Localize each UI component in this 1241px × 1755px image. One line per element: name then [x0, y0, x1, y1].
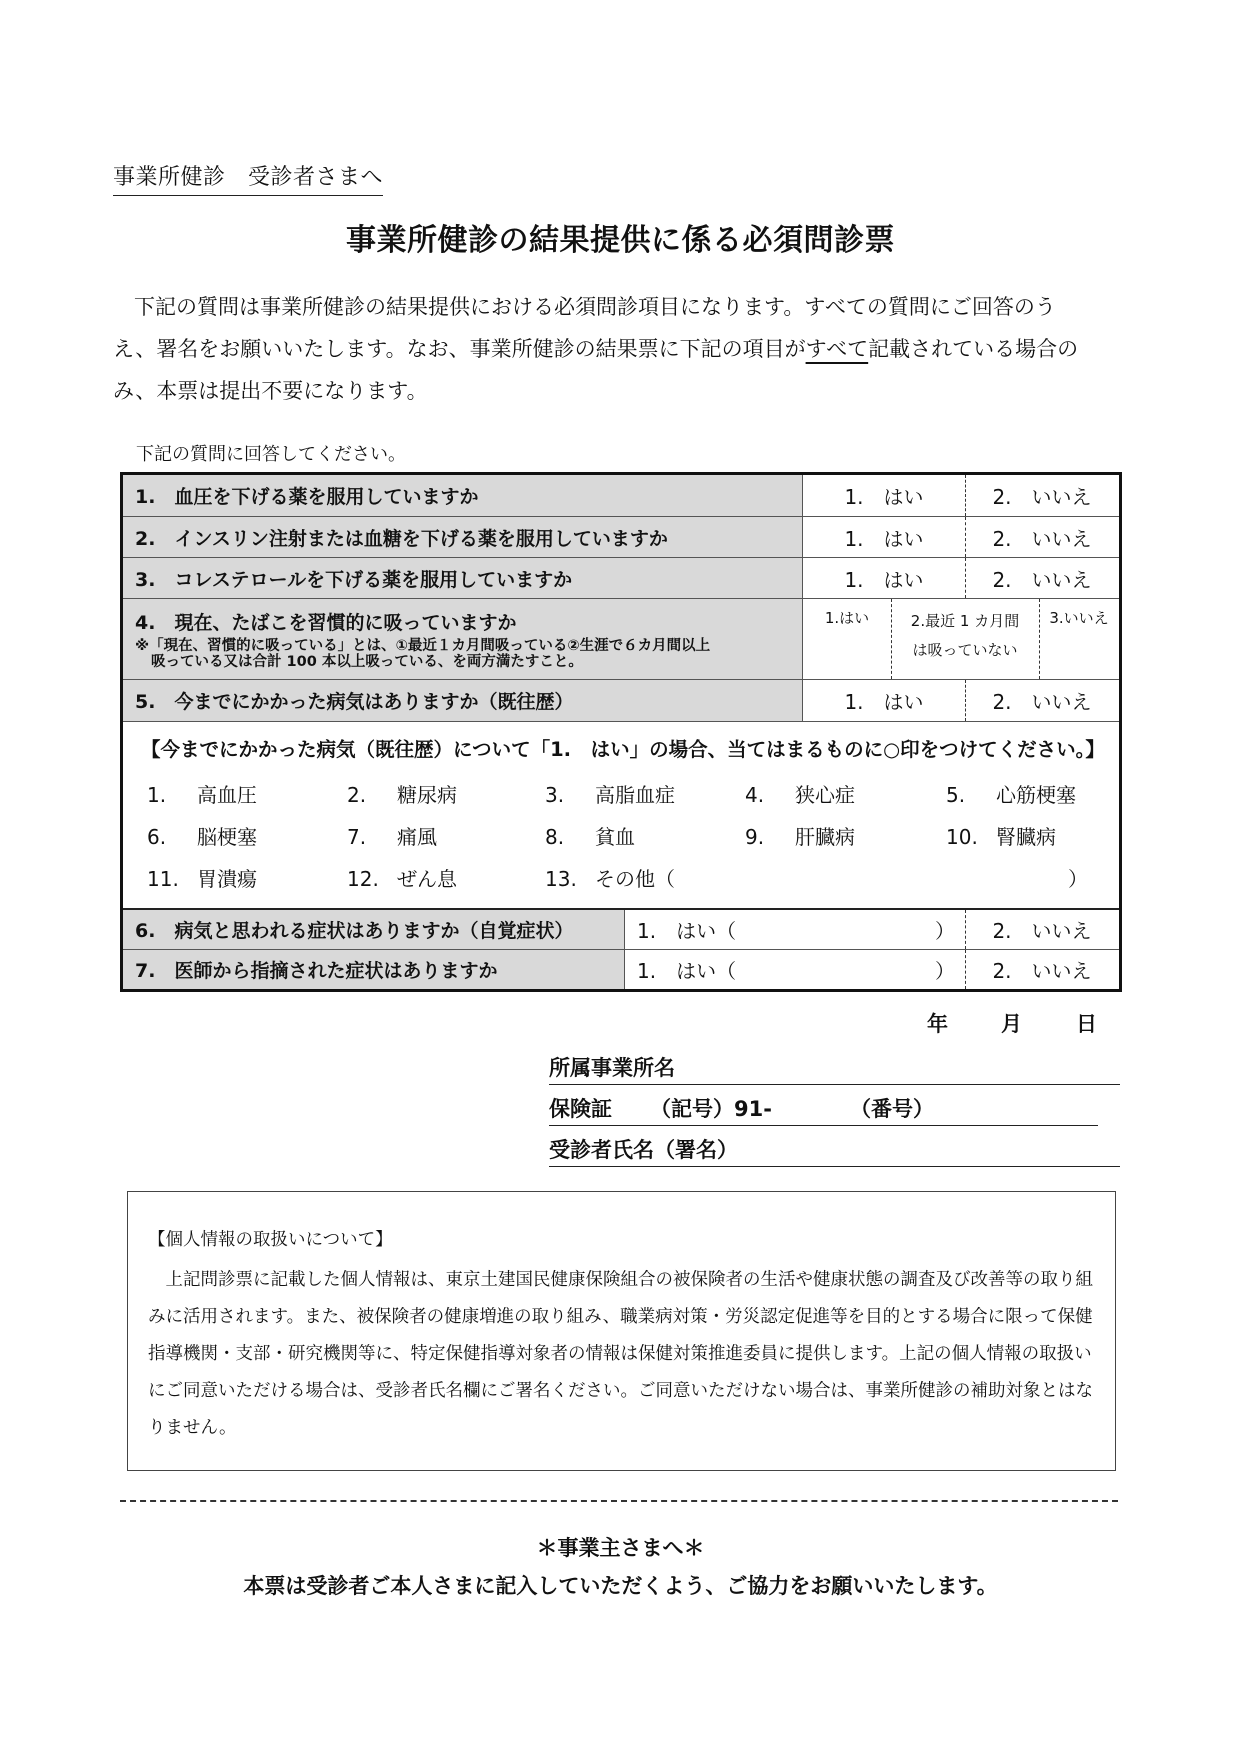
- question-row-3: [123, 558, 1119, 599]
- addressee-heading: 事業所健診 受診者さまへ: [113, 160, 383, 196]
- smoking-note-2: 吸っている又は合計 100 本以上吸っている、を両方満たすこと。: [151, 654, 583, 670]
- intro-line-3: み、本票は提出不要になります。: [113, 379, 428, 403]
- disease-item[interactable]: 8. 貧血: [545, 825, 635, 849]
- question-cell: [123, 599, 803, 679]
- intro-line-1: 下記の質問は事業所健診の結果提供における必須問診項目になります。すべての質問にご回答のう: [134, 295, 1056, 319]
- answer-no[interactable]: 2. いいえ: [992, 959, 1092, 983]
- disease-item[interactable]: 4. 狭心症: [745, 783, 855, 807]
- examinee-name-label: 受診者氏名（署名）: [549, 1138, 738, 1162]
- answer-yes[interactable]: 1. はい: [844, 567, 924, 592]
- disease-item[interactable]: 10. 腎臓病: [946, 825, 1056, 849]
- disease-item[interactable]: 6. 脳梗塞: [147, 825, 257, 849]
- question-label: 3. コレステロールを下げる薬を服用していますか: [123, 558, 803, 598]
- disease-item-other[interactable]: 13. その他（: [545, 867, 675, 891]
- answer-yes[interactable]: 1. はい: [844, 690, 924, 714]
- cut-line: [120, 1500, 1118, 1502]
- privacy-heading: 【個人情報の取扱いについて】: [148, 1230, 393, 1250]
- question-label: 4. 現在、たばこを習慣的に吸っていますか: [135, 612, 517, 634]
- disease-item[interactable]: 9. 肝臓病: [745, 825, 855, 849]
- answer-yes[interactable]: [625, 910, 965, 949]
- close-paren: ）: [935, 919, 955, 943]
- intro-underlined-word: すべて: [805, 337, 869, 361]
- office-name-field[interactable]: [549, 1052, 1120, 1085]
- privacy-notice-box: [127, 1191, 1116, 1471]
- other-close-paren: ）: [1068, 867, 1088, 891]
- answer-no[interactable]: 2. いいえ: [992, 485, 1092, 509]
- employer-message: 本票は受診者ご本人さまに記入していただくよう、ご協力をお願いいたします。: [243, 1574, 998, 1598]
- question-row-2: [123, 517, 1119, 558]
- privacy-body: 上記問診票に記載した個人情報は、東京土建国民健康保険組合の被保険者の生活や健康状態の調査及び改善等の取り組みに活用されます。また、被保険者の健康増進の取り組み、職業病対策・労災認定促進等を目的とする場合に限って保健指導機関・支部・研究機関等に、特定保健指導対象者の情報は保健対策推進委員に提供します。上記の個人情報の取扱いにご同意いただける場合は、受診者氏名欄にご署名ください。ご同意いただけない場合は、事業所健診の補助対象とはなりません。: [148, 1270, 1093, 1438]
- page-title: 事業所健診の結果提供に係る必須問診票: [346, 223, 895, 258]
- answer-no[interactable]: 2. いいえ: [992, 919, 1092, 943]
- disease-item[interactable]: 5. 心筋梗塞: [946, 783, 1076, 807]
- answer-no[interactable]: 2. いいえ: [992, 567, 1092, 592]
- date-day-label: 日: [1076, 1012, 1097, 1036]
- disease-heading: 【今までにかかった病気（既往歴）について「1. はい」の場合、当てはまるものに○印をつけてください。】: [141, 738, 1105, 761]
- question-row-1: [123, 475, 1119, 517]
- answer-not-recent-line2: は吸っていない: [912, 641, 1018, 659]
- intro-paragraph: [113, 286, 1133, 412]
- disease-item[interactable]: 3. 高脂血症: [545, 783, 675, 807]
- disease-item[interactable]: 12. ぜん息: [347, 867, 457, 891]
- answer-no[interactable]: 2. いいえ: [992, 526, 1092, 551]
- questionnaire-table: [120, 472, 1122, 992]
- disease-item[interactable]: 11. 胃潰瘍: [147, 867, 257, 891]
- question-row-5: [123, 680, 1119, 722]
- date-year-label: 年: [927, 1012, 948, 1036]
- employer-heading: ＊事業主さまへ＊: [536, 1536, 705, 1560]
- close-paren: ）: [935, 959, 955, 983]
- instruction-text: 下記の質問に回答してください。: [136, 444, 406, 465]
- smoking-note-1: ※「現在、習慣的に吸っている」とは、①最近１カ月間吸っている②生涯で６カ月間以上: [135, 638, 711, 654]
- intro-line-2-pre: え、署名をお願いいたします。なお、事業所健診の結果票に下記の項目が: [113, 337, 806, 361]
- question-row-6: [123, 910, 1119, 950]
- office-name-label: 所属事業所名: [549, 1056, 675, 1080]
- insurance-label: 保険証: [549, 1097, 612, 1121]
- question-label: 7. 医師から指摘された症状はありますか: [123, 950, 625, 989]
- question-label: 1. 血圧を下げる薬を服用していますか: [123, 475, 803, 516]
- question-row-7: [123, 950, 1119, 989]
- intro-line-2-post: 記載されている場合の: [868, 337, 1079, 361]
- answer-no[interactable]: 3.いいえ: [1049, 609, 1109, 627]
- disease-item[interactable]: 7. 痛風: [347, 825, 437, 849]
- question-label: 6. 病気と思われる症状はありますか（自覚症状）: [123, 910, 625, 949]
- insurance-card-field[interactable]: [549, 1093, 1098, 1126]
- answer-yes-label: 1. はい（: [637, 919, 737, 943]
- disease-item[interactable]: 2. 糖尿病: [347, 783, 457, 807]
- date-month-label: 月: [1001, 1012, 1022, 1036]
- answer-no[interactable]: 2. いいえ: [992, 690, 1092, 714]
- answer-yes[interactable]: 1. はい: [844, 526, 924, 551]
- question-label: 5. 今までにかかった病気はありますか（既往歴）: [123, 680, 803, 721]
- answer-yes-label: 1. はい（: [637, 959, 737, 983]
- answer-not-recent-line1: 2.最近 1 カ月間: [910, 612, 1020, 630]
- disease-item[interactable]: 1. 高血圧: [147, 783, 257, 807]
- question-row-4: [123, 599, 1119, 680]
- examinee-signature-field[interactable]: [549, 1134, 1120, 1167]
- answer-not-recent[interactable]: [891, 599, 1039, 679]
- question-label: 2. インスリン注射または血糖を下げる薬を服用していますか: [123, 517, 803, 557]
- answer-yes[interactable]: 1.はい: [824, 609, 870, 627]
- answer-yes[interactable]: 1. はい: [844, 485, 924, 509]
- answer-yes[interactable]: [625, 950, 965, 989]
- insurance-symbol-label: （記号）91-: [650, 1097, 772, 1121]
- disease-block: [123, 722, 1119, 910]
- insurance-number-label: （番号）: [849, 1097, 934, 1121]
